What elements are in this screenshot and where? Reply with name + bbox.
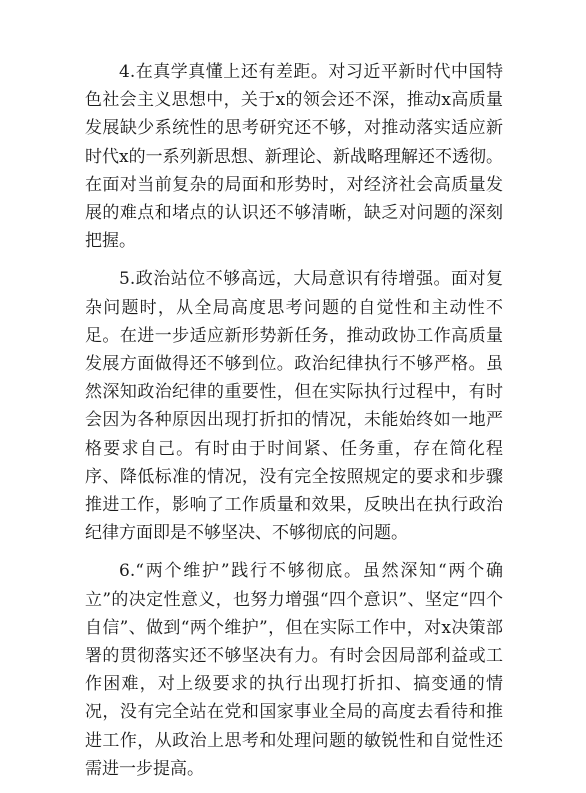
paragraph-4: 4.在真学真懂上还有差距。对习近平新时代中国特色社会主义思想中，关于x的领会还不深，推动x高质量发展缺少系统性的思考研究还不够，对推动落实适应新时代x的一系列新思想、新理论、新战略理解还不透彻。在面对当前复杂的局面和形势时，对经济社会高质量发展的难点和堵点的认识还不够清晰，缺乏对问题的深刻把握。 xyxy=(85,62,503,252)
document-body xyxy=(85,58,503,793)
paragraph-5: 5.政治站位不够高远，大局意识有待增强。面对复杂问题时，从全局高度思考问题的自觉性和主动性不足。在进一步适应新形势新任务，推动政协工作高质量发展方面做得还不够到位。政治纪律执行不够严格。虽然深知政治纪律的重要性，但在实际执行过程中，有时会因为各种原因出现打折扣的情况，未能始终如一地严格要求自己。有时由于时间紧、任务重，存在简化程序、降低标准的情况，没有完全按照规定的要求和步骤推进工作，影响了工作质量和效果，反映出在执行政治纪律方面即是不够坚决、不够彻底的问题。 xyxy=(85,269,503,544)
paragraph-6: 6.“两个维护”践行不够彻底。虽然深知“两个确立”的决定性意义，也努力增强“四个意识”、坚定“四个自信”、做到“两个维护”，但在实际工作中，对x决策部署的贯彻落实还不够坚决有力。有时会因局部利益或工作困难，对上级要求的执行出现打折扣、搞变通的情况，没有完全站在党和国家事业全局的高度去看待和推进工作，从政治上思考和处理问题的敏锐性和自觉性还需进一步提高。 xyxy=(85,561,503,779)
